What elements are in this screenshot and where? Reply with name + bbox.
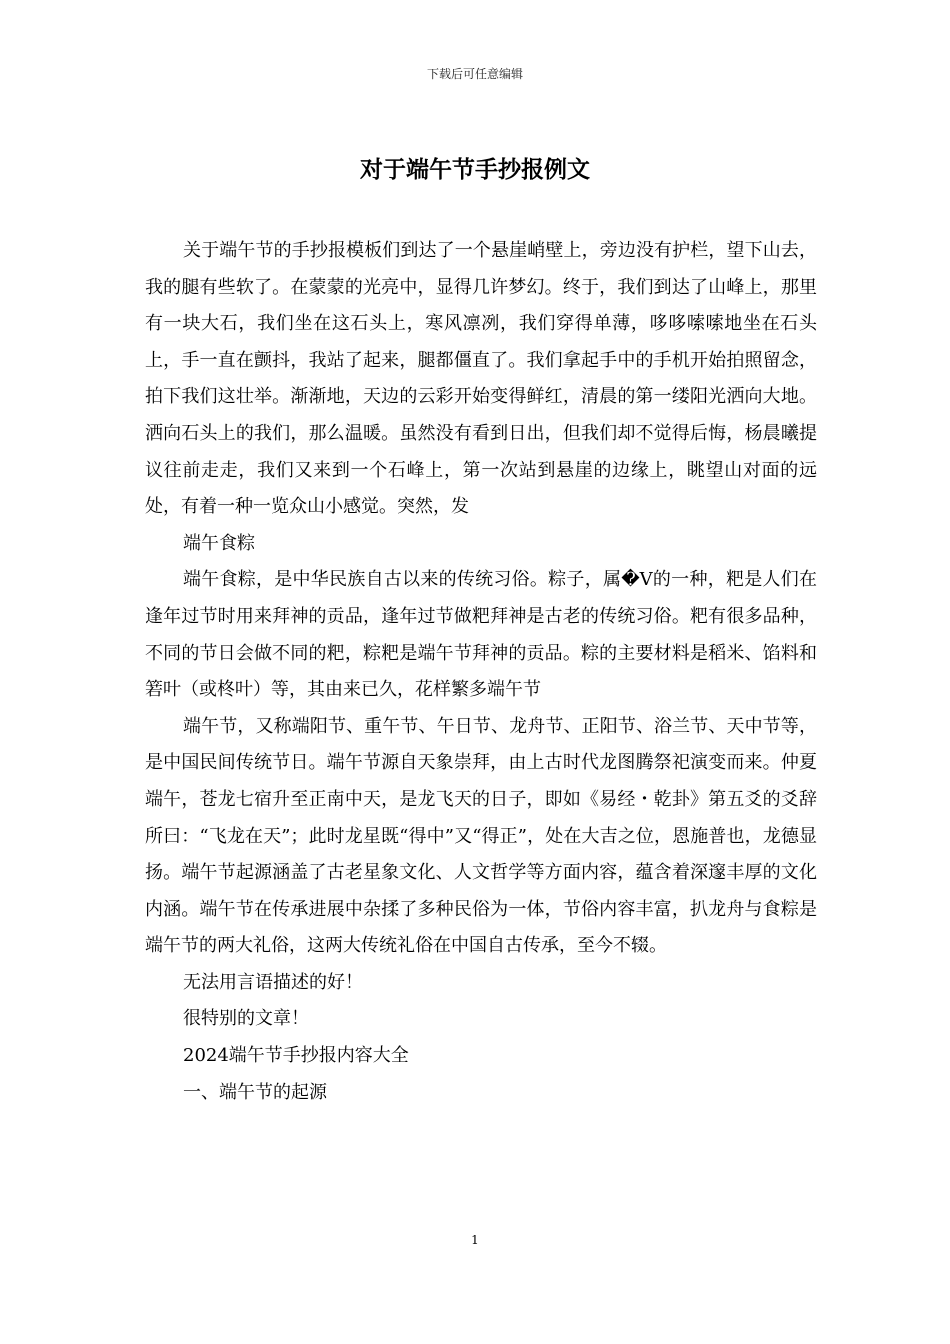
- header-note: 下载后可任意编辑: [426, 67, 523, 81]
- paragraph-subtitle: 2024端午节手抄报内容大全: [183, 1045, 409, 1067]
- paragraph-zongzi: 端午食粽，是中华民族自古以来的传统习俗。粽子，属�V的一种，粑是人们在逢年过节时用来拜神的贡品，逢年过节做粑拜神是古老的传统习俗。粑有很多品种，不同的节日会做不同的粑，粽粑是端午节拜神的贡品。粽的主要材料是稻米、馅料和箬叶（或柊叶）等，其由来已久，花样繁多端午节: [145, 569, 817, 701]
- document-body: [145, 233, 817, 1111]
- paragraph-intro: 关于端午节的手抄报模板们到达了一个悬崖峭壁上，旁边没有护栏，望下山去，我的腿有些软了。在蒙蒙的光亮中，显得几许梦幻。终于，我们到达了山峰上，那里有一块大石，我们坐在这石头上，寒风凛冽，我们穿得单薄，哆哆嗦嗦地坐在石头上，手一直在颤抖，我站了起来，腿都僵直了。我们拿起手中的手机开始拍照留念，拍下我们这壮举。渐渐地，天边的云彩开始变得鲜红，清晨的第一缕阳光洒向大地。洒向石头上的我们，那么温暖。虽然没有看到日出，但我们却不觉得后悔，杨晨曦提议往前走走，我们又来到一个石峰上，第一次站到悬崖的边缘上，眺望山对面的远处，有着一种一览众山小感觉。突然，发: [145, 240, 817, 518]
- document-title: 对于端午节手抄报例文: [360, 156, 590, 183]
- paragraph-festival: 端午节，又称端阳节、重午节、午日节、龙舟节、正阳节、浴兰节、天中节等，是中国民间传统节日。端午节源自天象崇拜，由上古时代龙图腾祭祀演变而来。仲夏端午，苍龙七宿升至正南中天，是龙飞天的日子，即如《易经・乾卦》第五爻的爻辞所曰：“飞龙在天”；此时龙星既“得中”又“得正”，处在大吉之位，恩施普也，龙德显扬。端午节起源涵盖了古老星象文化、人文哲学等方面内容，蕴含着深邃丰厚的文化内涵。端午节在传承进展中杂揉了多种民俗为一体，节俗内容丰富，扒龙舟与食粽是端午节的两大礼俗，这两大传统礼俗在中国自古传承，至今不辍。: [145, 715, 817, 957]
- paragraph-section-heading: 一、端午节的起源: [183, 1081, 327, 1103]
- paragraph-comment-2: 很特别的文章！: [183, 1008, 309, 1030]
- paragraph-comment-1: 无法用言语描述的好！: [183, 971, 363, 993]
- page-number: 1: [471, 1233, 479, 1247]
- paragraph-heading-zongzi: 端午食粽: [183, 532, 255, 554]
